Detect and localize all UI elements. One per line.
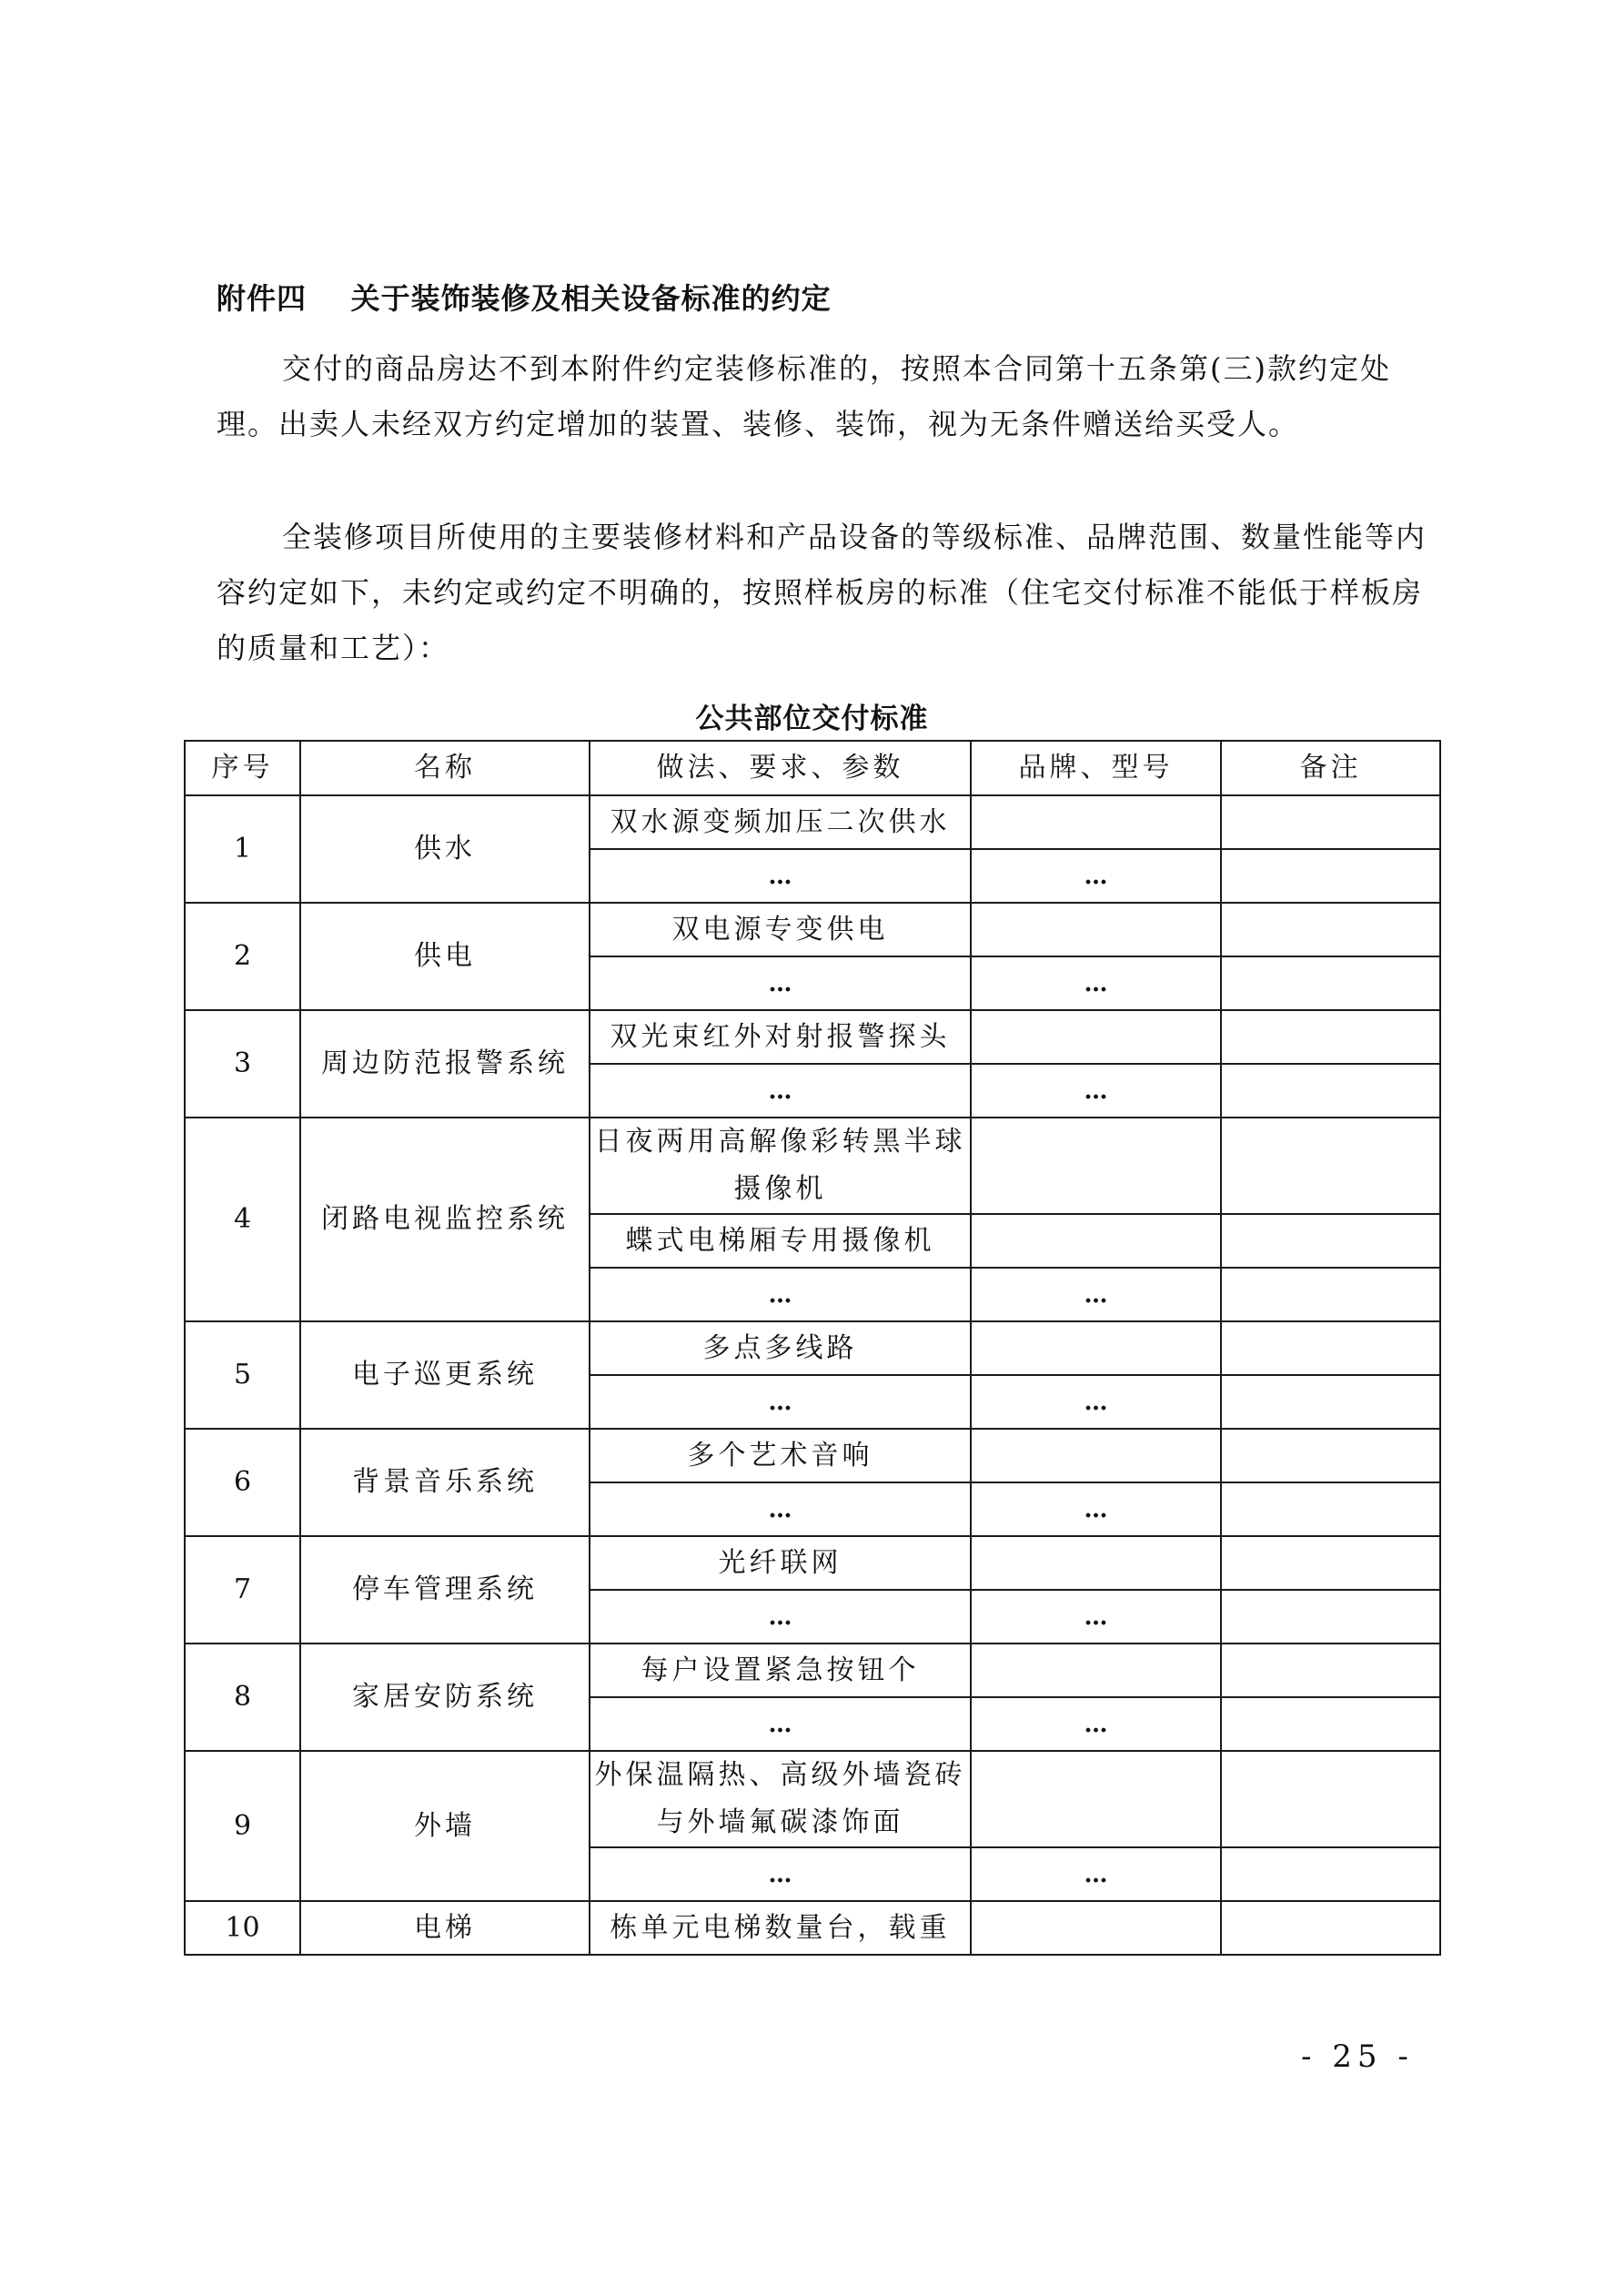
annex-heading: 附件四 关于装饰装修及相关设备标准的约定 (217, 281, 832, 316)
cell-brand (971, 1118, 1221, 1214)
cell-note (1221, 1268, 1440, 1321)
cell-spec (590, 956, 971, 1010)
cell-spec-text: … (768, 1711, 792, 1738)
cell-name: 停车管理系统 (300, 1536, 590, 1644)
cell-spec-text: 多点多线路 (702, 1331, 858, 1364)
cell-note (1221, 1429, 1440, 1482)
cell-note (1221, 1064, 1440, 1118)
cell-note (1221, 1697, 1440, 1751)
cell-name: 闭路电视监控系统 (300, 1118, 590, 1321)
table-row (185, 903, 1440, 956)
cell-name: 外墙 (300, 1751, 590, 1901)
cell-brand (971, 1590, 1221, 1644)
cell-brand (971, 956, 1221, 1010)
cell-brand (971, 1010, 1221, 1064)
cell-brand-text: … (1084, 1496, 1108, 1523)
table-row (185, 1321, 1440, 1375)
cell-spec-text: … (768, 1603, 792, 1631)
cell-spec-text: … (768, 970, 792, 997)
cell-brand-text: … (1084, 863, 1108, 890)
cell-name: 背景音乐系统 (300, 1429, 590, 1536)
cell-note (1221, 1901, 1440, 1955)
cell-note (1221, 849, 1440, 903)
cell-spec-text: 双电源专变供电 (671, 913, 889, 946)
paragraph-materials-standard (217, 510, 1427, 676)
cell-note (1221, 1010, 1440, 1064)
cell-name: 电子巡更系统 (300, 1321, 590, 1429)
cell-seq: 7 (185, 1536, 300, 1644)
cell-brand-text: … (1084, 1389, 1108, 1416)
cell-seq: 10 (185, 1901, 300, 1955)
cell-brand-text: … (1084, 1077, 1108, 1105)
cell-note (1221, 1644, 1440, 1697)
table-row (185, 1644, 1440, 1697)
cell-spec-text: 每户设置紧急按钮个 (641, 1654, 920, 1686)
cell-note (1221, 1536, 1440, 1590)
cell-spec (590, 1375, 971, 1429)
cell-spec-text: 栋单元电梯数量台，载重 (610, 1911, 951, 1944)
cell-brand (971, 1847, 1221, 1901)
cell-note (1221, 1118, 1440, 1214)
cell-spec (590, 1214, 971, 1268)
cell-spec (590, 1010, 971, 1064)
cell-spec (590, 795, 971, 849)
cell-brand-text: … (1084, 1711, 1108, 1738)
cell-seq: 3 (185, 1010, 300, 1118)
header-name: 名称 (300, 741, 590, 795)
cell-brand-text: … (1084, 1861, 1108, 1888)
cell-brand-text: … (1084, 1603, 1108, 1631)
cell-spec (590, 1118, 971, 1214)
cell-spec (590, 1536, 971, 1590)
cell-spec-text: 双光束红外对射报警探头 (610, 1020, 951, 1053)
table-header-row (185, 741, 1440, 795)
cell-note (1221, 1847, 1440, 1901)
cell-spec (590, 1321, 971, 1375)
cell-brand (971, 795, 1221, 849)
cell-spec (590, 1697, 971, 1751)
cell-note (1221, 795, 1440, 849)
cell-seq: 8 (185, 1644, 300, 1751)
cell-brand (971, 1644, 1221, 1697)
cell-spec (590, 1644, 971, 1697)
cell-spec-text: … (768, 1077, 792, 1105)
table-title: 公共部位交付标准 (695, 703, 929, 735)
cell-name: 供水 (300, 795, 590, 903)
table-body (185, 795, 1440, 1955)
cell-note (1221, 1751, 1440, 1847)
cell-brand-text: … (1084, 970, 1108, 997)
cell-spec (590, 1482, 971, 1536)
cell-spec (590, 849, 971, 903)
cell-spec (590, 1847, 971, 1901)
cell-spec (590, 903, 971, 956)
header-seq: 序号 (185, 741, 300, 795)
cell-spec (590, 1064, 971, 1118)
cell-seq: 2 (185, 903, 300, 1010)
page-number: - 25 - (1301, 2038, 1414, 2075)
cell-brand (971, 903, 1221, 956)
cell-seq: 9 (185, 1751, 300, 1901)
cell-name: 电梯 (300, 1901, 590, 1955)
cell-brand (971, 1214, 1221, 1268)
cell-name: 供电 (300, 903, 590, 1010)
cell-brand (971, 1064, 1221, 1118)
table-row (185, 1010, 1440, 1064)
table-row (185, 795, 1440, 849)
cell-brand (971, 1429, 1221, 1482)
cell-seq: 6 (185, 1429, 300, 1536)
cell-spec (590, 1268, 971, 1321)
cell-spec-text: 双水源变频加压二次供水 (610, 805, 951, 838)
cell-spec-text: 外保温隔热、高级外墙瓷砖与外墙氟碳漆饰面 (594, 1759, 966, 1838)
cell-name: 家居安防系统 (300, 1644, 590, 1751)
paragraph-text: 交付的商品房达不到本附件约定装修标准的，按照本合同第十五条第(三)款约定处理。出卖人未经双方约定增加的装置、装修、装饰，视为无条件赠送给买受人。 (217, 351, 1391, 441)
table-row (185, 1901, 1440, 1955)
cell-brand (971, 1268, 1221, 1321)
cell-spec-text: … (768, 1389, 792, 1416)
cell-spec-text: 日夜两用高解像彩转黑半球摄像机 (594, 1126, 966, 1205)
paragraph-delivery-standard (217, 341, 1427, 452)
cell-note (1221, 1482, 1440, 1536)
cell-spec-text: … (768, 863, 792, 890)
cell-brand (971, 1751, 1221, 1847)
cell-seq: 5 (185, 1321, 300, 1429)
cell-spec-text: … (768, 1861, 792, 1888)
cell-brand (971, 1697, 1221, 1751)
cell-brand (971, 1375, 1221, 1429)
cell-name: 周边防范报警系统 (300, 1010, 590, 1118)
cell-brand (971, 849, 1221, 903)
cell-note (1221, 1214, 1440, 1268)
cell-spec (590, 1751, 971, 1847)
public-area-delivery-standard-table (184, 740, 1441, 1956)
cell-spec-text: 多个艺术音响 (687, 1439, 873, 1472)
header-brand: 品牌、型号 (971, 741, 1221, 795)
cell-seq: 4 (185, 1118, 300, 1321)
table-row (185, 1536, 1440, 1590)
cell-brand (971, 1901, 1221, 1955)
cell-brand-text: … (1084, 1281, 1108, 1309)
cell-spec-text: … (768, 1281, 792, 1309)
cell-note (1221, 1375, 1440, 1429)
cell-brand (971, 1482, 1221, 1536)
table-row (185, 1429, 1440, 1482)
cell-brand (971, 1321, 1221, 1375)
cell-spec-text: 光纤联网 (718, 1546, 842, 1579)
cell-note (1221, 1590, 1440, 1644)
header-note: 备注 (1221, 741, 1440, 795)
cell-spec (590, 1429, 971, 1482)
paragraph-text: 全装修项目所使用的主要装修材料和产品设备的等级标准、品牌范围、数量性能等内容约定如下，未约定或约定不明确的，按照样板房的标准（住宅交付标准不能低于样板房的质量和工艺）： (217, 520, 1427, 665)
cell-note (1221, 956, 1440, 1010)
table-row (185, 1118, 1440, 1214)
cell-seq: 1 (185, 795, 300, 903)
table-row (185, 1751, 1440, 1847)
cell-spec-text: 蝶式电梯厢专用摄像机 (625, 1224, 935, 1257)
cell-spec-text: … (768, 1496, 792, 1523)
cell-spec (590, 1901, 971, 1955)
cell-brand (971, 1536, 1221, 1590)
cell-note (1221, 1321, 1440, 1375)
header-spec: 做法、要求、参数 (590, 741, 971, 795)
cell-spec (590, 1590, 971, 1644)
cell-note (1221, 903, 1440, 956)
